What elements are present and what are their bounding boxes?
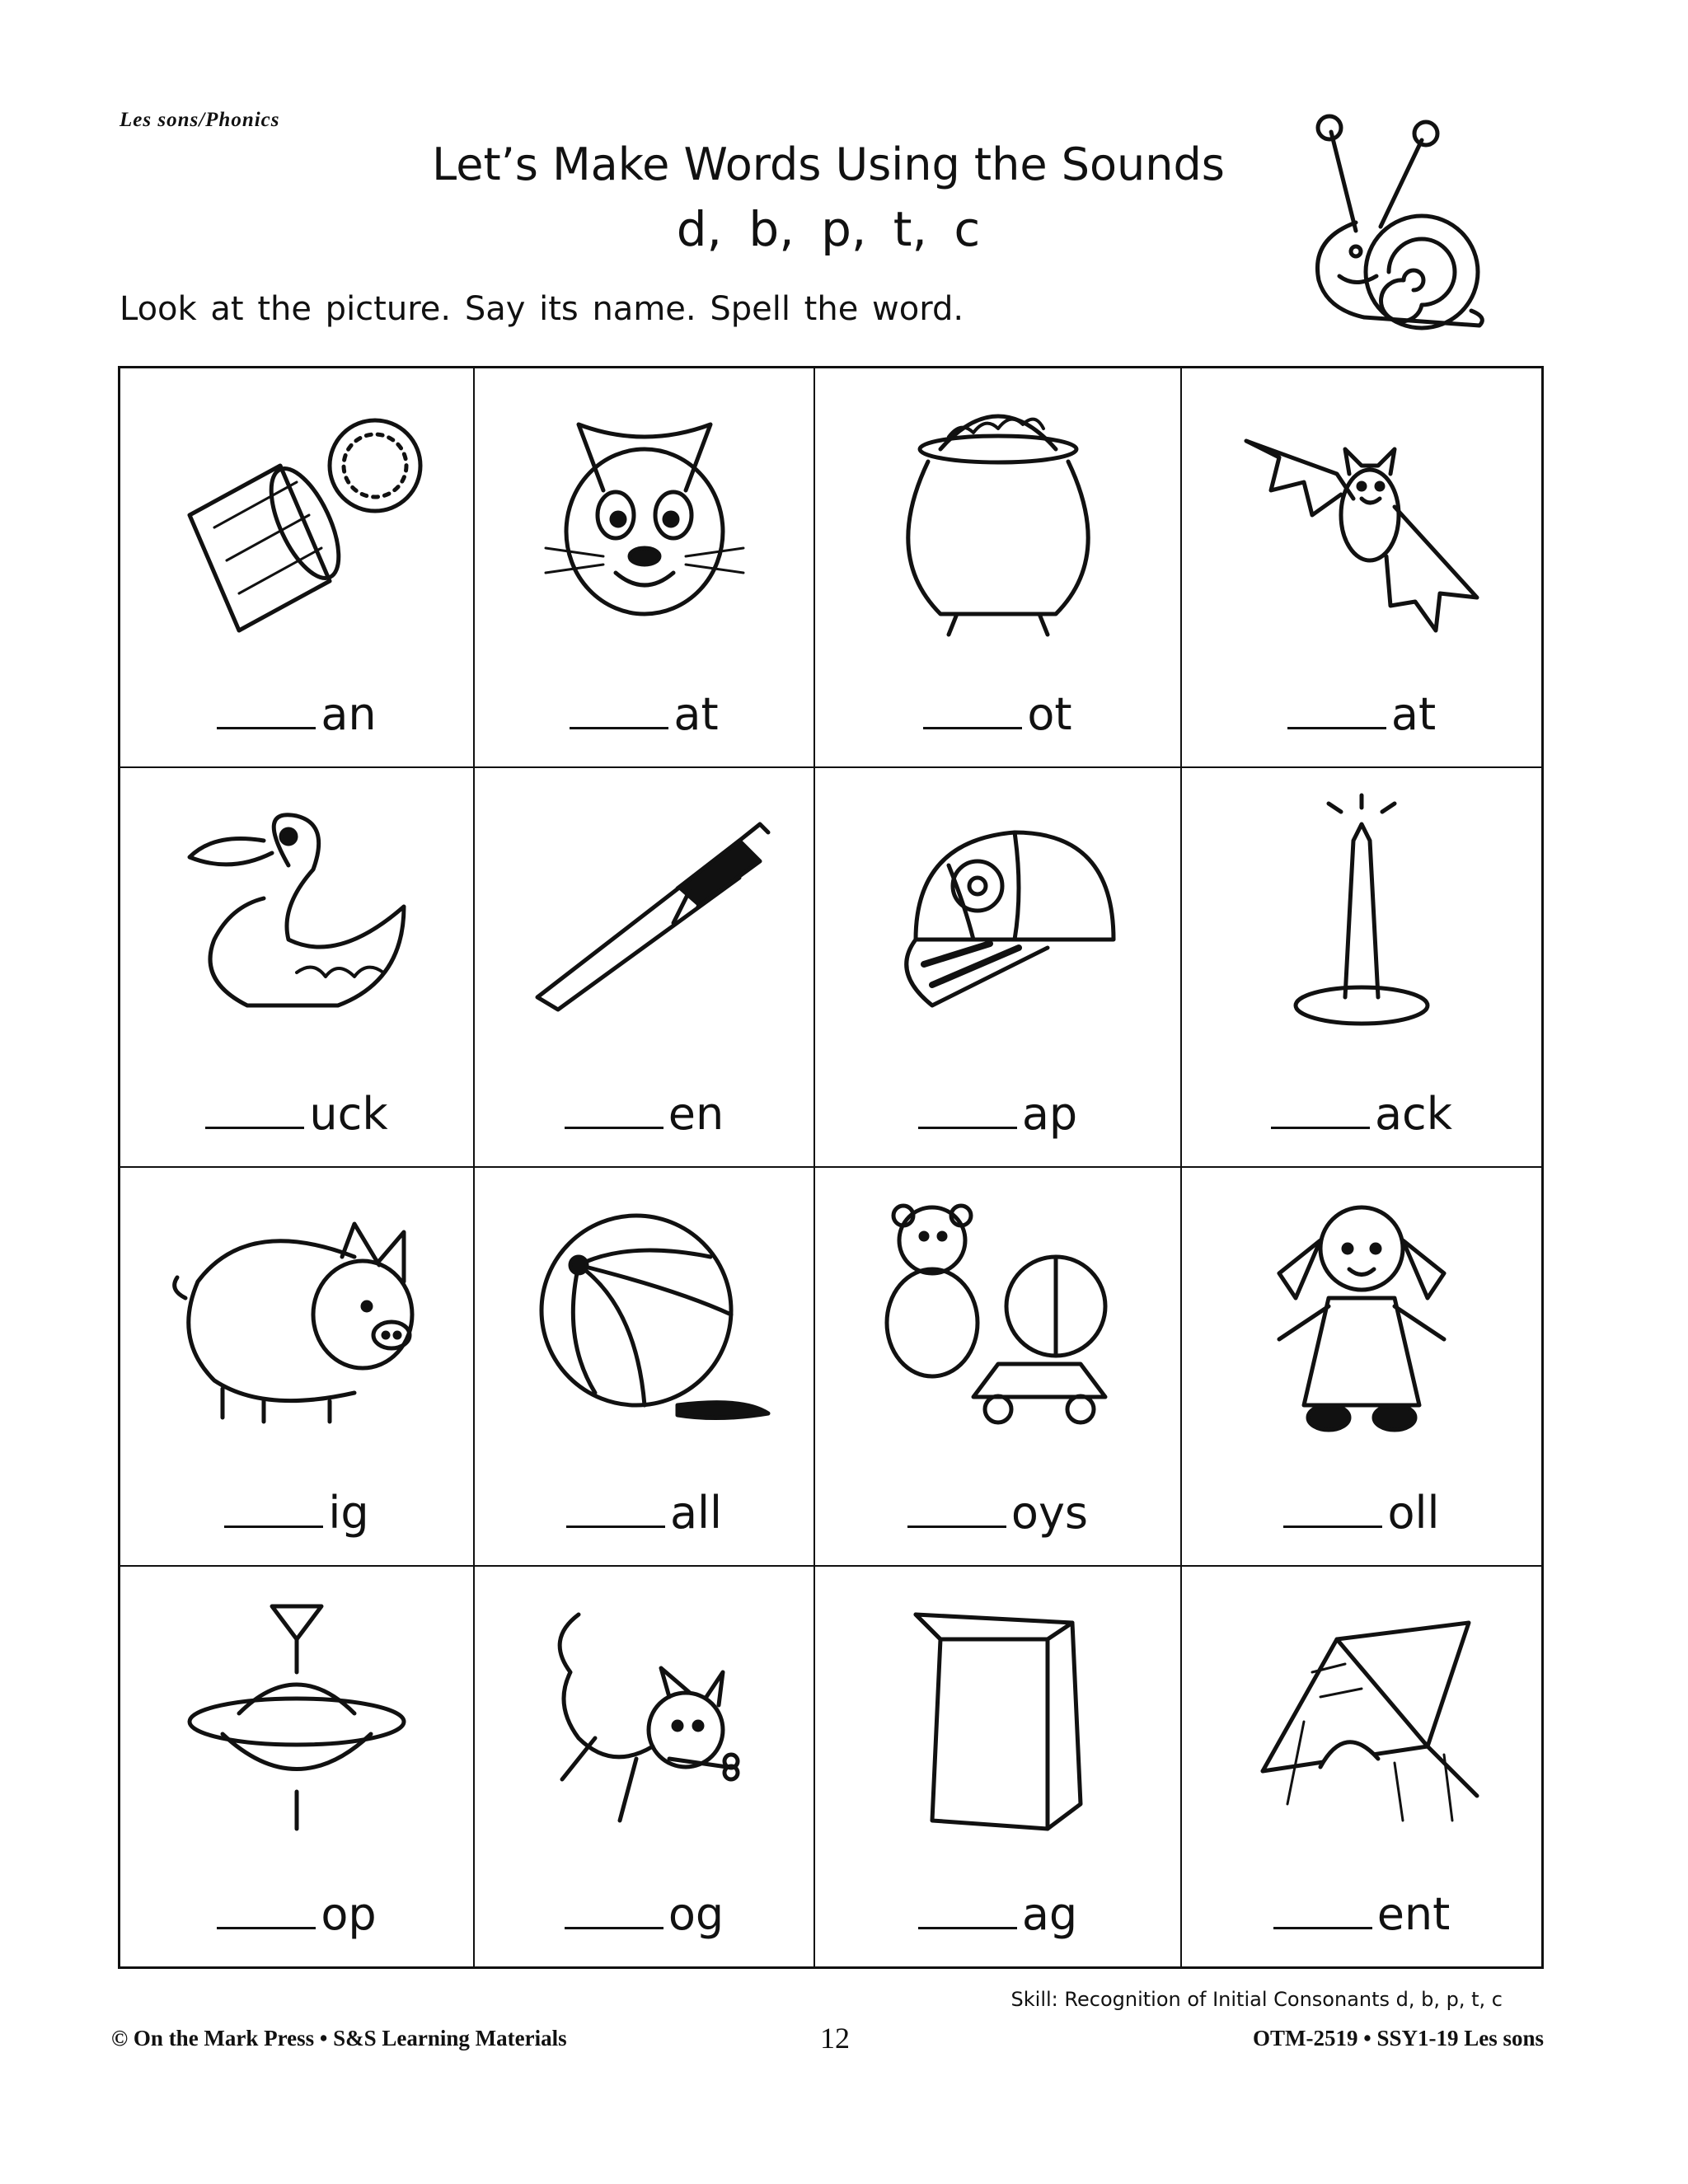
word-ending: oys — [1010, 1487, 1089, 1540]
word-ending: ap — [1021, 1087, 1078, 1140]
word-card — [815, 368, 1182, 768]
word-card — [1182, 768, 1541, 1168]
word-ending: ig — [328, 1487, 369, 1540]
word-ending: at — [1390, 687, 1437, 740]
word-card — [1182, 1168, 1541, 1568]
ball-icon — [513, 1191, 776, 1446]
word-ending: uck — [309, 1087, 388, 1140]
pen-icon — [513, 791, 776, 1047]
page-number: 12 — [820, 2022, 850, 2055]
bag-icon — [866, 1590, 1130, 1845]
instructions: Look at the picture. Say its name. Spell the word. — [120, 290, 964, 328]
word-card — [1182, 1567, 1541, 1966]
word-card — [120, 1168, 475, 1568]
duck-icon — [165, 791, 429, 1047]
word-card — [475, 1168, 815, 1568]
word-card — [120, 768, 475, 1168]
word-ending: en — [668, 1087, 724, 1140]
word-ending: ack — [1374, 1087, 1453, 1140]
cat-icon — [513, 391, 776, 647]
can-icon — [165, 391, 429, 647]
word-card — [815, 1567, 1182, 1966]
word-ending: all — [669, 1487, 723, 1540]
skill-note: Skill: Recognition of Initial Consonants d, b, p, t, c — [1010, 1988, 1503, 2011]
word-card — [120, 368, 475, 768]
word-ending: oll — [1387, 1487, 1440, 1540]
tack-icon — [1230, 791, 1493, 1047]
product-code: OTM-2519 • SSY1-19 Les sons — [1253, 2026, 1544, 2050]
toys-icon — [866, 1191, 1130, 1446]
word-card — [815, 768, 1182, 1168]
word-ending: at — [673, 687, 719, 740]
top-icon — [165, 1590, 429, 1845]
cap-icon — [866, 791, 1130, 1047]
word-ending: og — [668, 1888, 724, 1940]
pig-icon — [165, 1191, 429, 1446]
word-card — [1182, 368, 1541, 768]
page-title: Let’s Make Words Using the Sounds — [432, 138, 1225, 190]
word-card — [120, 1567, 475, 1966]
word-card — [475, 368, 815, 768]
word-ending: an — [321, 687, 377, 740]
tent-icon — [1230, 1590, 1493, 1845]
word-ending: ent — [1376, 1888, 1451, 1940]
word-ending: ag — [1021, 1888, 1078, 1940]
word-ending: ot — [1027, 687, 1072, 740]
dog-icon — [513, 1590, 776, 1845]
doll-icon — [1230, 1191, 1493, 1446]
sounds-subtitle: d, b, p, t, c — [676, 201, 981, 257]
word-card — [815, 1168, 1182, 1568]
word-card — [475, 768, 815, 1168]
word-ending: op — [321, 1888, 377, 1940]
pot-icon — [866, 391, 1130, 647]
section-tag: Les sons/Phonics — [120, 109, 280, 131]
word-grid — [118, 366, 1544, 1969]
bat-icon — [1230, 391, 1493, 647]
snail-icon — [1298, 107, 1488, 346]
word-card — [475, 1567, 815, 1966]
copyright: © On the Mark Press • S&S Learning Materials — [111, 2026, 567, 2050]
